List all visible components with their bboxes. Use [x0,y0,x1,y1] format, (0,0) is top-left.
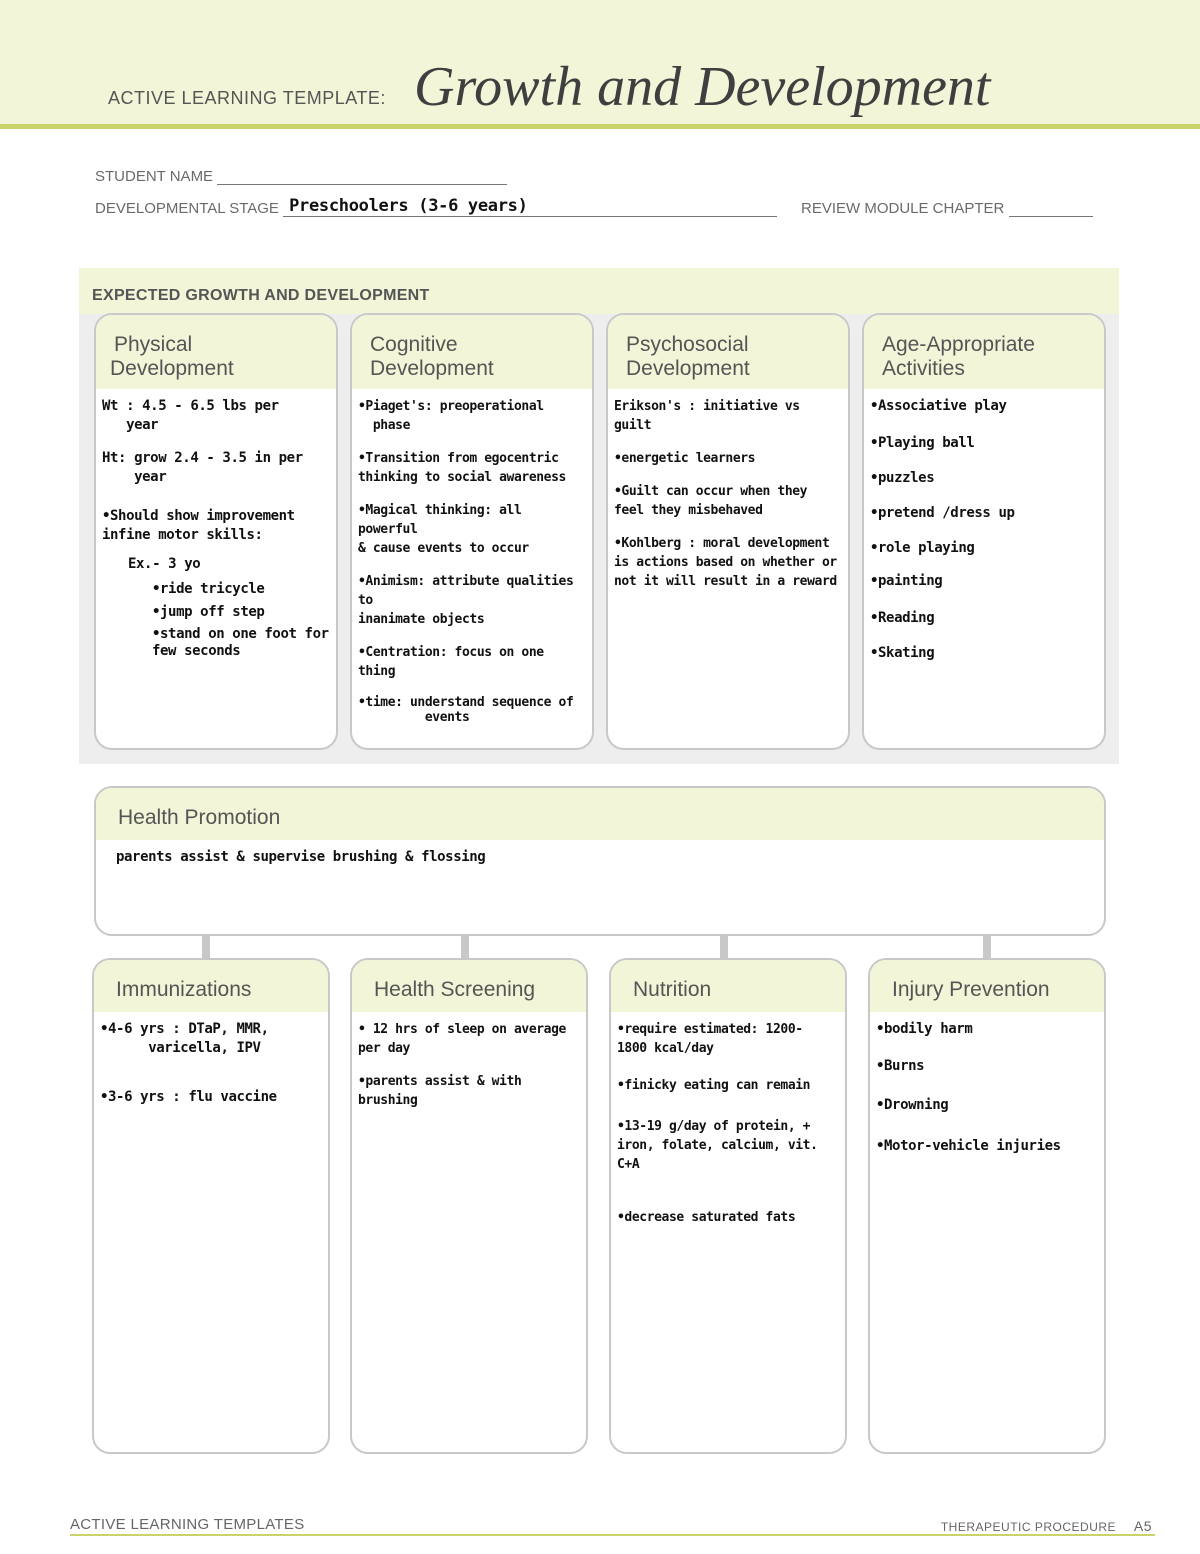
health-screening-header [352,960,586,1012]
handwritten-note: •Skating [870,645,935,661]
immunizations-header [94,960,328,1012]
card-title-line: Physical [114,333,193,356]
handwritten-note: parents assist & supervise brushing & flossing [116,849,486,865]
handwritten-note: •Should show improvement infine motor skills: [102,508,295,543]
handwritten-note: •energetic learners [614,451,756,466]
health-promotion-card [94,786,1106,936]
cognitive-development-title [370,333,494,381]
immunizations-title: Immunizations [116,978,252,1001]
handwritten-note: •Piaget's: preoperational phase [358,399,544,433]
handwritten-note: •pretend /dress up [870,505,1015,521]
injury-prevention-notes[interactable] [870,1012,1104,1156]
nutrition-header [611,960,845,1012]
handwritten-note: •Burns [876,1058,925,1074]
handwritten-note: •finicky eating can remain [617,1078,811,1093]
header-rule [0,124,1200,129]
psychosocial-development-header [608,315,848,389]
handwritten-note: •3-6 yrs : flu vaccine [100,1089,277,1105]
handwritten-note: •role playing [870,540,975,556]
psychosocial-development-card [606,313,850,750]
card-title-line: Psychosocial [626,333,749,356]
student-name-label: STUDENT NAME [95,168,214,185]
handwritten-note: Ht: grow 2.4 - 3.5 in per year [102,450,303,485]
psychosocial-development-title [626,333,750,381]
student-name-row [95,166,507,185]
physical-development-title [110,333,234,381]
handwritten-note: •puzzles [870,470,935,486]
injury-prevention-card [868,958,1106,1454]
health-screening-notes[interactable] [352,1012,586,1110]
handwritten-note: •bodily harm [876,1021,973,1037]
physical-development-notes[interactable] [96,389,336,660]
nutrition-notes[interactable] [611,1012,845,1227]
handwritten-note: •stand on one foot for few seconds [152,626,329,659]
handwritten-note: •parents assist & with brushing [358,1074,522,1108]
handwritten-note: •ride tricycle [152,581,265,597]
connector-line [983,936,991,958]
physical-development-card [94,313,338,750]
activities-notes[interactable] [864,389,1104,663]
dev-stage-field[interactable] [283,198,777,217]
handwritten-note: •13-19 g/day of protein, + iron, folate, calcium, vit. C+A [617,1119,818,1172]
handwritten-note: •painting [870,573,943,589]
handwritten-note: •Transition from egocentric thinking to social awareness [358,451,566,485]
health-promotion-title: Health Promotion [118,806,281,829]
handwritten-note: •Guilt can occur when they feel they misbehaved [614,484,808,518]
handwritten-note: •jump off step [152,604,265,620]
immunizations-card [92,958,330,1454]
handwritten-note: •Playing ball [870,435,975,451]
handwritten-note: •decrease saturated fats [617,1210,796,1225]
injury-prevention-title: Injury Prevention [892,978,1050,1001]
nutrition-card [609,958,847,1454]
cognitive-development-card [350,313,594,750]
card-title-line: Development [370,357,494,380]
footer-left: ACTIVE LEARNING TEMPLATES [70,1516,305,1533]
injury-prevention-header [870,960,1104,1012]
activities-title [882,333,1035,381]
activities-header [864,315,1104,389]
handwritten-note: Ex.- 3 yo [128,556,201,572]
nutrition-title: Nutrition [633,978,712,1001]
handwritten-note: •4-6 yrs : DTaP, MMR, varicella, IPV [100,1021,269,1056]
review-module-label: REVIEW MODULE CHAPTER [801,200,1005,217]
card-title-line: Development [626,357,750,380]
footer-right [941,1518,1152,1534]
health-screening-card [350,958,588,1454]
handwritten-note: •Drowning [876,1097,949,1113]
review-module-row [801,198,1093,217]
handwritten-note: •Animism: attribute qualities to inanimate objects [358,574,574,627]
student-name-field[interactable] [217,166,507,185]
immunizations-notes[interactable] [94,1012,328,1107]
handwritten-note: •Magical thinking: all powerful & cause events to occur [358,503,529,556]
activities-card [862,313,1106,750]
page-title: Growth and Development [414,56,991,118]
psychosocial-development-notes[interactable] [608,389,848,591]
page-number: A5 [1133,1518,1152,1534]
card-title-line: Activities [882,357,965,380]
connector-line [720,936,728,958]
card-title-line: Development [110,357,234,380]
handwritten-note: •Reading [870,610,935,626]
connector-line [461,936,469,958]
expected-section-title: EXPECTED GROWTH AND DEVELOPMENT [92,287,430,304]
template-label: ACTIVE LEARNING TEMPLATE: [108,88,386,108]
physical-development-header [96,315,336,389]
handwritten-note: Erikson's : initiative vs guilt [614,399,808,433]
review-module-field[interactable] [1009,198,1093,217]
dev-stage-label: DEVELOPMENTAL STAGE [95,200,279,217]
connector-line [202,936,210,958]
handwritten-note: • 12 hrs of sleep on average per day [358,1022,566,1056]
handwritten-note: •Motor-vehicle injuries [876,1138,1061,1154]
handwritten-note: •Kohlberg : moral development is actions based on whether or not it will result in a reward [614,536,837,589]
card-title-line: Age-Appropriate [882,333,1035,356]
handwritten-note: •time: understand sequence of events [358,695,574,725]
cognitive-development-notes[interactable] [352,389,592,725]
footer-rule [70,1534,1155,1536]
health-screening-title: Health Screening [374,978,536,1001]
handwritten-note: •Centration: focus on one thing [358,645,552,679]
health-promotion-header [96,788,1104,840]
card-title-line: Cognitive [370,333,458,356]
dev-stage-row [95,198,777,217]
footer-section: THERAPEUTIC PROCEDURE [940,1520,1117,1534]
cognitive-development-header [352,315,592,389]
handwritten-note: •Associative play [870,398,1007,414]
handwritten-note: •require estimated: 1200- 1800 kcal/day [617,1022,803,1056]
handwritten-note: Wt : 4.5 - 6.5 lbs per year [102,398,279,433]
dev-stage-value: Preschoolers (3-6 years) [289,196,528,216]
health-promotion-notes[interactable] [96,840,1104,867]
